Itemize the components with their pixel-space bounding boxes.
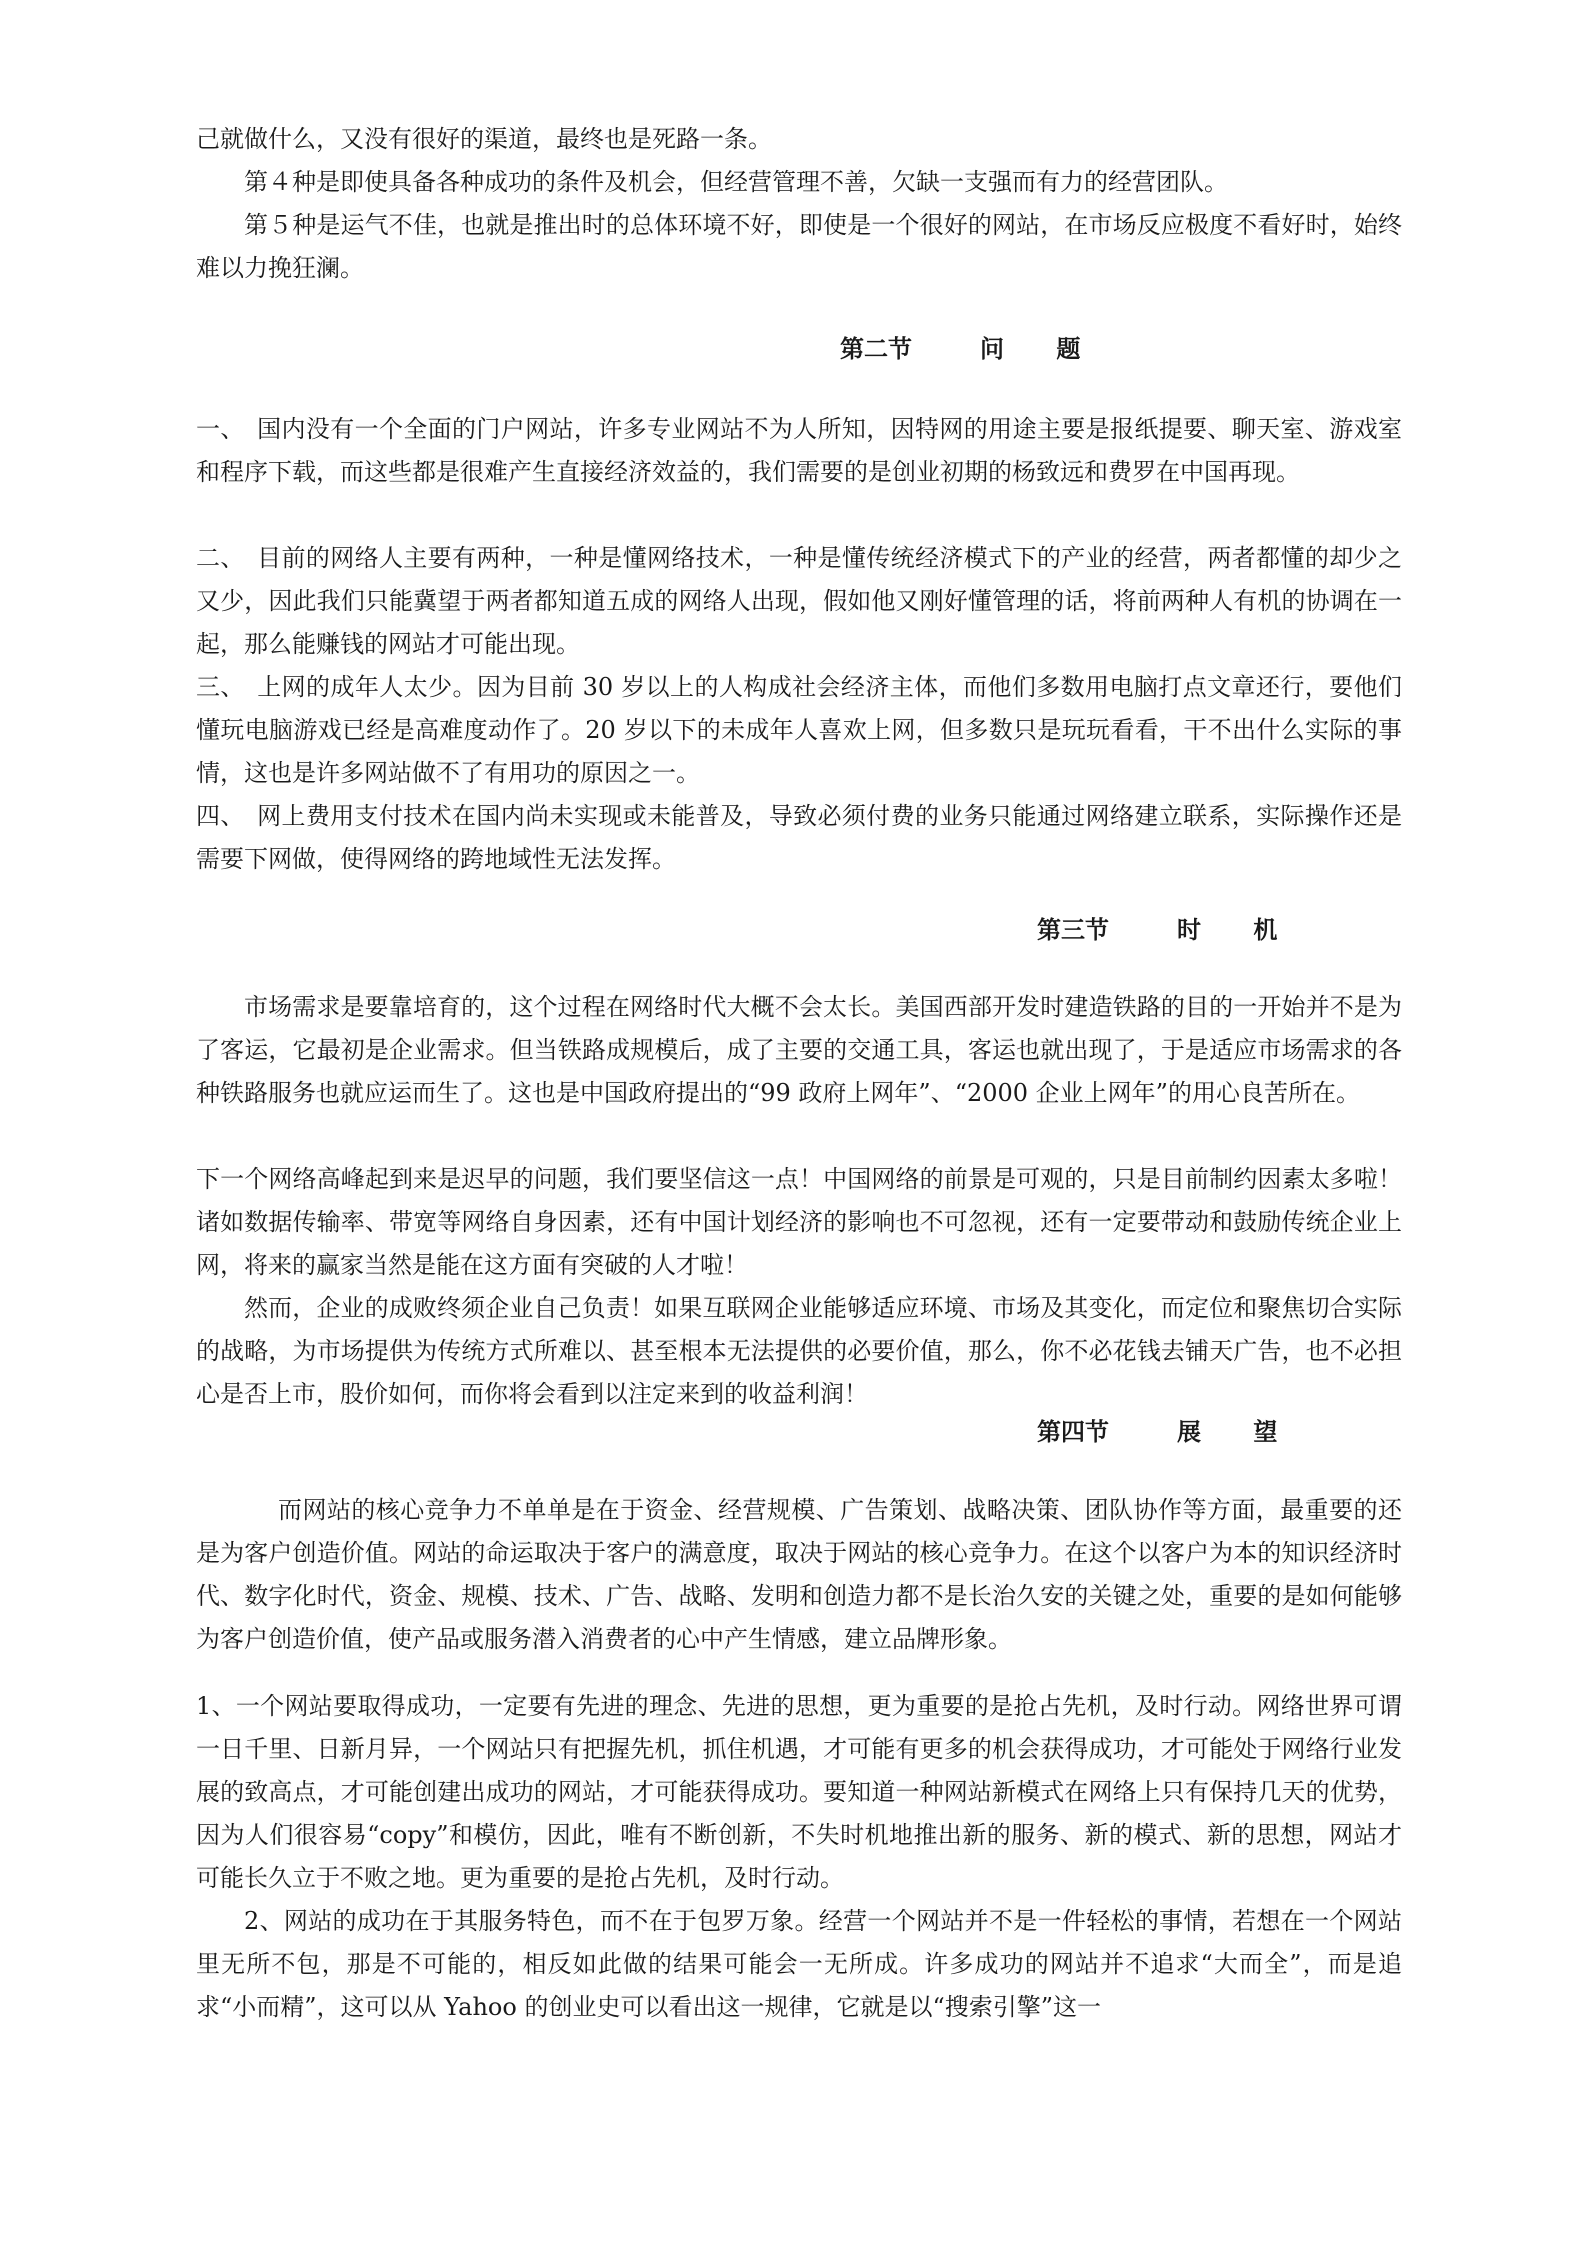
timing-paragraph-1: 市场需求是要靠培育的，这个过程在网络时代大概不会太长。美国西部开发时建造铁路的目的一开始并不是为了客运，它最初是企业需求。但当铁路成规模后，成了主要的交通工具，客运也就出现了，于是适应市场需求的各种铁路服务也就应运而生了。这也是中国政府提出的“99 政府上网年”、“2000 企业上网年”的用心良苦所在。 (196, 993, 1402, 1107)
section-heading-4 (1037, 1410, 1299, 1453)
timing-paragraph-2: 下一个网络高峰起到来是迟早的问题，我们要坚信这一点！中国网络的前景是可观的，只是目前制约因素太多啦！诸如数据传输率、带宽等网络自身因素，还有中国计划经济的影响也不可忽视，还有一定要带动和鼓励传统企业上网，将来的赢家当然是能在这方面有突破的人才啦！ (196, 1165, 1402, 1279)
problem-item-3: 三、 上网的成年人太少。因为目前 30 岁以上的人构成社会经济主体，而他们多数用电脑打点文章还行，要他们懂玩电脑游戏已经是高难度动作了。20 岁以下的未成年人喜欢上网，但多数只是玩玩看看，干不出什么实际的事情，这也是许多网站做不了有用功的原因之一。 (196, 673, 1402, 787)
section-title: 展 望 (1177, 1417, 1300, 1446)
problem-item-1: 一、 国内没有一个全面的门户网站，许多专业网站不为人所知，因特网的用途主要是报纸提要、聊天室、游戏室和程序下载，而这些都是很难产生直接经济效益的，我们需要的是创业初期的杨致远和费罗在中国再现。 (196, 415, 1402, 486)
section-number: 第四节 (1037, 1417, 1109, 1446)
paragraph-reason-4: 第４种是即使具备各种成功的条件及机会，但经营管理不善，欠缺一支强而有力的经营团队。 (244, 168, 1228, 196)
section-number: 第三节 (1037, 915, 1109, 944)
outlook-point-1: 1、一个网站要取得成功，一定要有先进的理念、先进的思想，更为重要的是抢占先机，及时行动。网络世界可谓一日千里、日新月异，一个网站只有把握先机，抓住机遇，才可能有更多的机会获得成功，才可能处于网络行业发展的致高点，才可能创建出成功的网站，才可能获得成功。要知道一种网站新模式在网络上只有保持几天的优势，因为人们很容易“copy”和模仿，因此，唯有不断创新，不失时机地推出新的服务、新的模式、新的思想，网站才可能长久立于不败之地。更为重要的是抢占先机，及时行动。 (196, 1692, 1402, 1892)
section-title: 时 机 (1177, 915, 1300, 944)
paragraph-continued: 己就做什么，又没有很好的渠道，最终也是死路一条。 (196, 125, 772, 153)
outlook-point-2: 2、网站的成功在于其服务特色，而不在于包罗万象。经营一个网站并不是一件轻松的事情，若想在一个网站里无所不包，那是不可能的，相反如此做的结果可能会一无所成。许多成功的网站并不追求“大而全”，而是追求“小而精”，这可以从 Yahoo 的创业史可以看出这一规律，它就是以“搜索引擎”这一 (196, 1907, 1402, 2021)
problem-item-4: 四、 网上费用支付技术在国内尚未实现或未能普及，导致必须付费的业务只能通过网络建立联系，实际操作还是需要下网做，使得网络的跨地域性无法发挥。 (196, 802, 1402, 873)
section-title: 问 题 (980, 334, 1103, 363)
timing-paragraph-3: 然而，企业的成败终须企业自己负责！如果互联网企业能够适应环境、市场及其变化，而定位和聚焦切合实际的战略，为市场提供为传统方式所难以、甚至根本无法提供的必要价值，那么，你不必花钱去铺天广告，也不必担心是否上市，股价如何，而你将会看到以注定来到的收益利润！ (196, 1294, 1402, 1408)
paragraph-reason-5: 第５种是运气不佳，也就是推出时的总体环境不好，即使是一个很好的网站，在市场反应极度不看好时，始终难以力挽狂澜。 (196, 211, 1402, 282)
problem-item-2: 二、 目前的网络人主要有两种，一种是懂网络技术，一种是懂传统经济模式下的产业的经营，两者都懂的却少之又少，因此我们只能冀望于两者都知道五成的网络人出现，假如他又刚好懂管理的话，将前两种人有机的协调在一起，那么能赚钱的网站才可能出现。 (196, 544, 1402, 658)
outlook-paragraph-1: 而网站的核心竞争力不单单是在于资金、经营规模、广告策划、战略决策、团队协作等方面，最重要的还是为客户创造价值。网站的命运取决于客户的满意度，取决于网站的核心竞争力。在这个以客户为本的知识经济时代、数字化时代，资金、规模、技术、广告、战略、发明和创造力都不是长治久安的关键之处，重要的是如何能够为客户创造价值，使产品或服务潜入消费者的心中产生情感，建立品牌形象。 (196, 1496, 1402, 1653)
section-heading-3 (1037, 908, 1299, 951)
section-number: 第二节 (840, 334, 912, 363)
section-heading-2 (840, 327, 1102, 370)
